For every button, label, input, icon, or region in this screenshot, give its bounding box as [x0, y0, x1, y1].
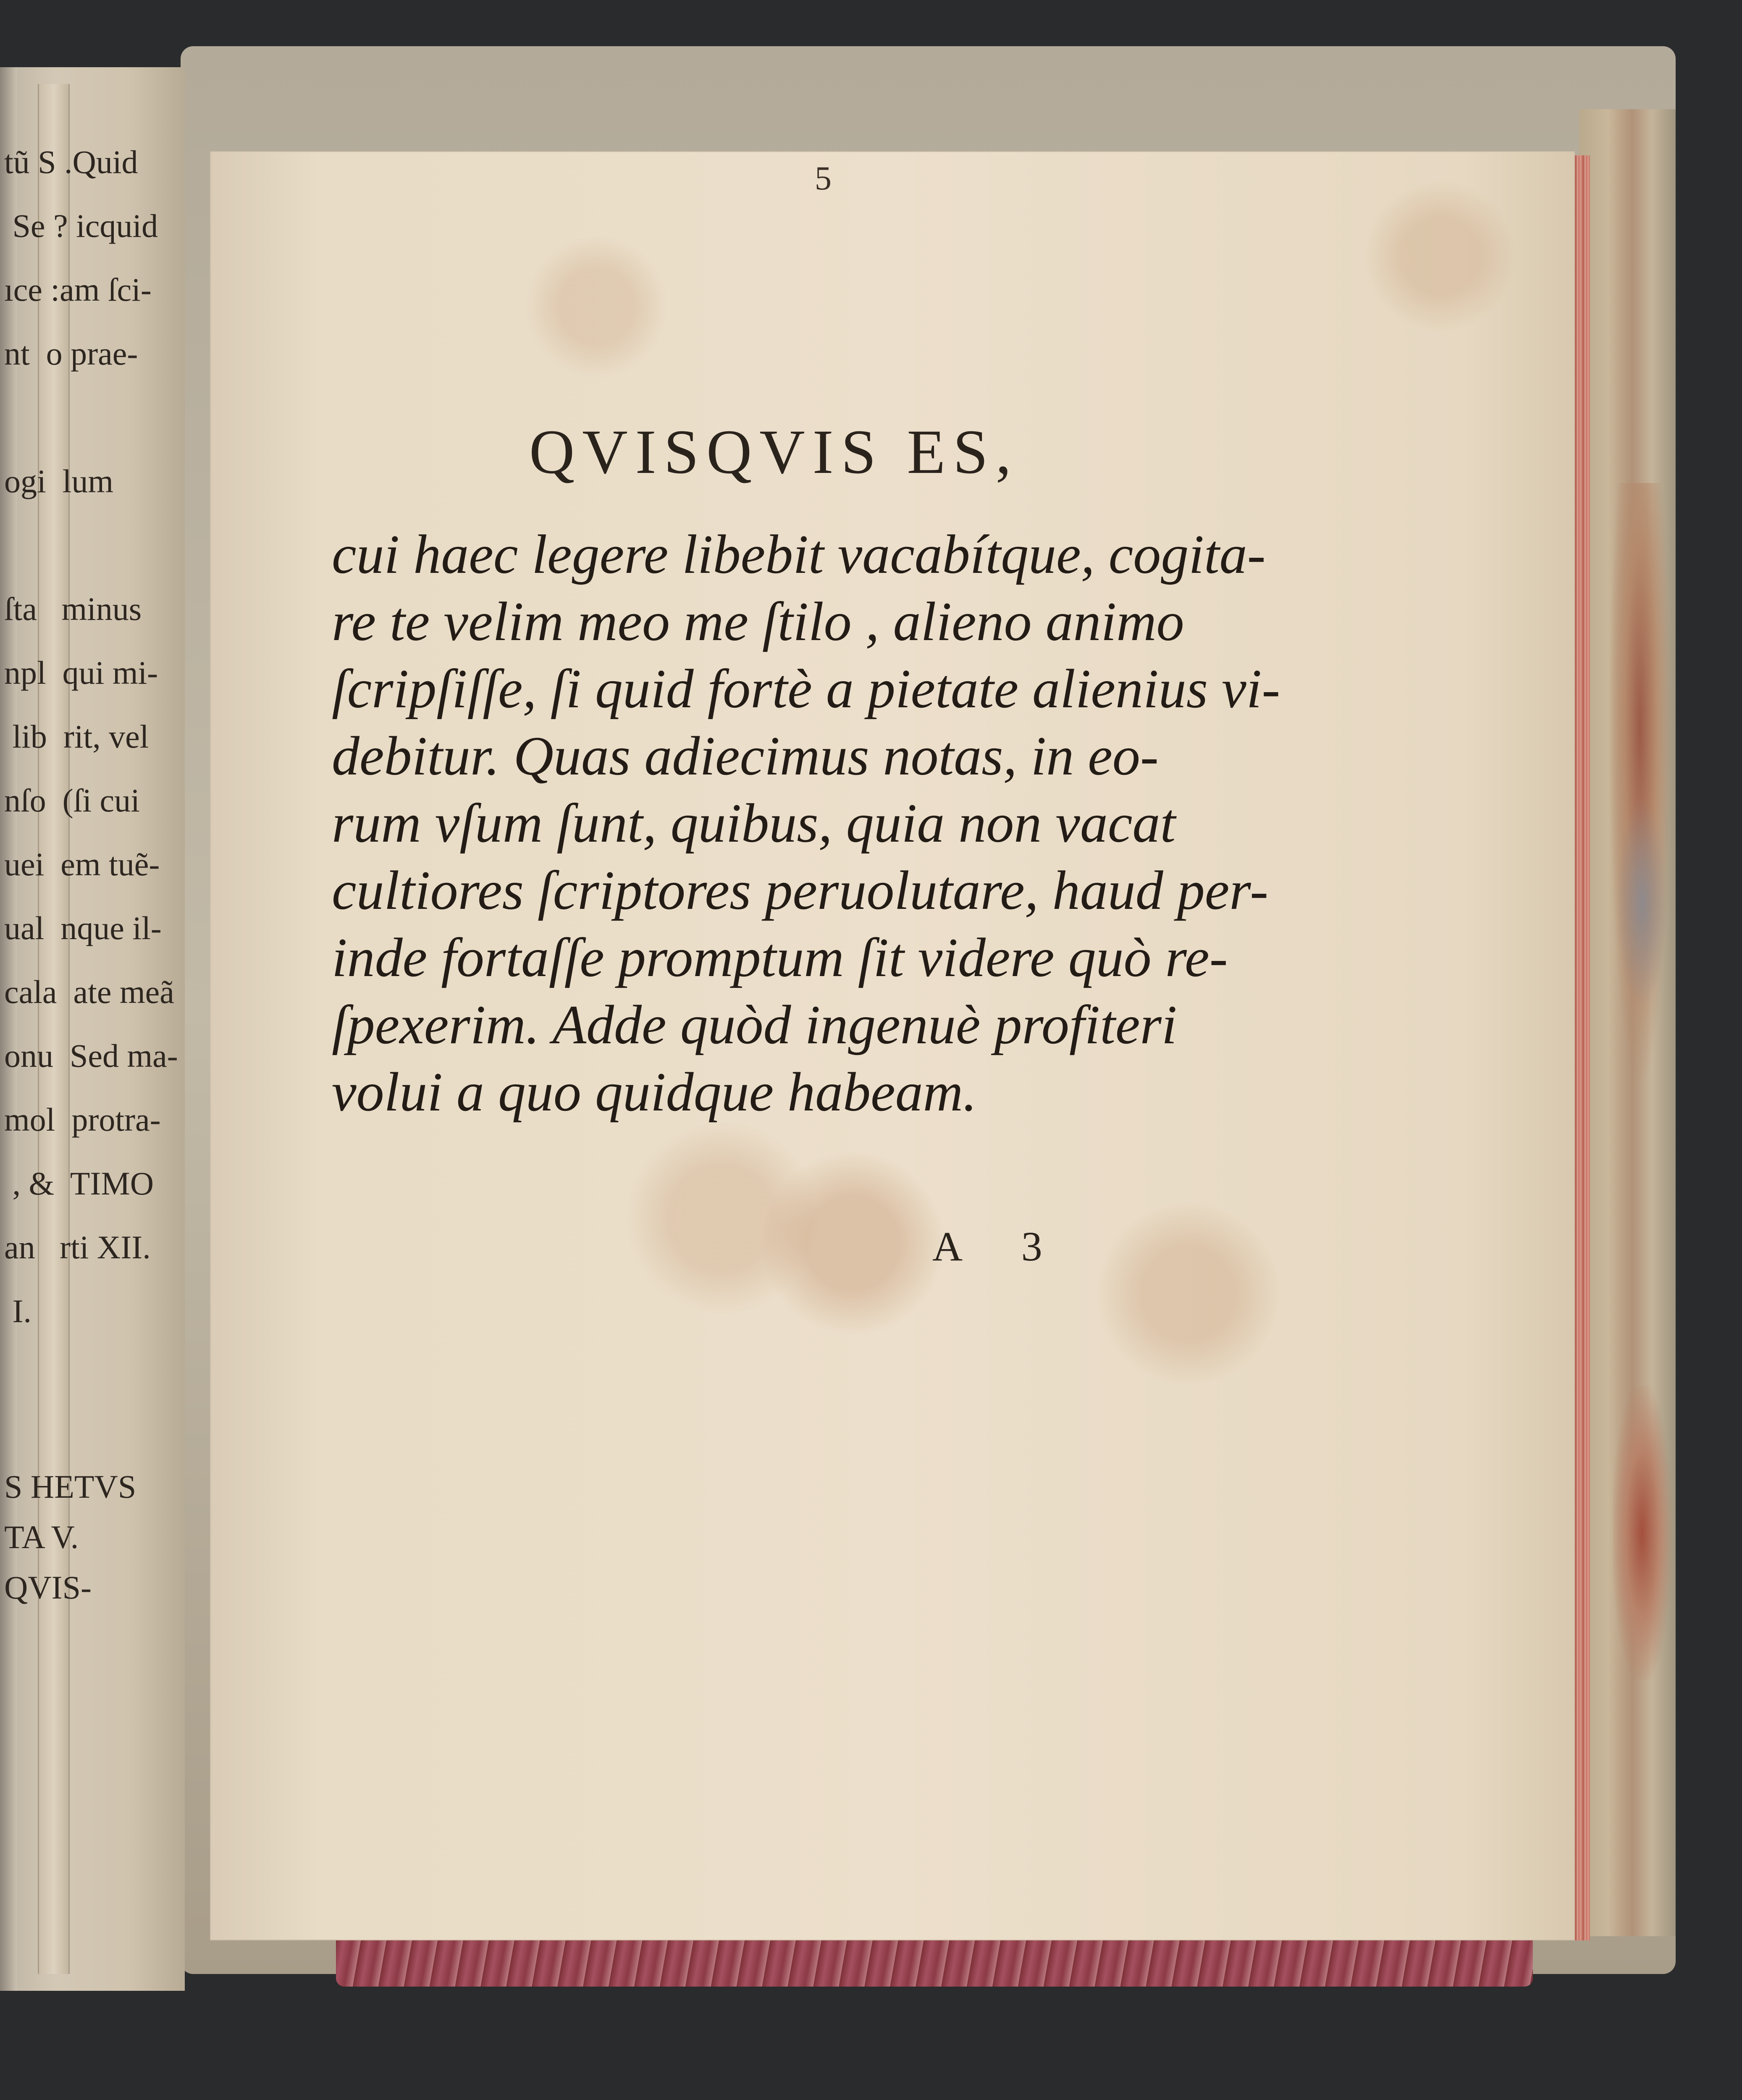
body-line: debitur. Quas adiecimus notas, in eo- — [332, 725, 1159, 787]
body-line: ſcripſiſſe, ſi quid fortè a pietate alienius vi- — [332, 658, 1280, 719]
body-text — [332, 521, 1340, 1126]
previous-page-line: an rti XII. — [4, 1229, 151, 1265]
body-line: re te velim meo me ſtilo , alieno animo — [332, 591, 1184, 652]
previous-page-line: QVIS- — [4, 1569, 92, 1606]
marbled-paper-patch — [1617, 798, 1667, 1008]
previous-page-line: nt o prae- — [4, 335, 138, 372]
previous-page-line: ual nque il- — [4, 910, 162, 946]
previous-page-bottom-text — [4, 1462, 181, 1613]
previous-page-line: lib rit, vel — [4, 718, 149, 755]
previous-page-line: Se ? icquid — [4, 207, 158, 244]
previous-page-line — [4, 513, 181, 577]
page-heading: QVISQVIS ES, — [529, 417, 1019, 487]
page-number: 5 — [815, 160, 832, 197]
body-line: cultiores ſcriptores peruolutare, haud per- — [332, 859, 1269, 921]
previous-page-line: onu Sed ma- — [4, 1037, 178, 1074]
previous-page-text — [4, 130, 181, 1343]
body-line: ſpexerim. Adde quòd ingenuè profiteri — [332, 994, 1177, 1055]
previous-page-line: TA V. — [4, 1519, 79, 1555]
body-line: cui haec legere libebit vacabítque, cogita- — [332, 523, 1266, 585]
red-bottom-edge — [336, 1936, 1533, 1987]
body-line: rum vſum ſunt, quibus, quia non vacat — [332, 792, 1176, 854]
previous-page-line: S HETVS — [4, 1468, 136, 1505]
marbled-paper-patch — [1613, 1386, 1671, 1680]
previous-page-line: ogi lum — [4, 463, 114, 499]
previous-page-line: cala ate meã — [4, 974, 174, 1010]
body-line: volui a quo quidque habeam. — [332, 1061, 977, 1123]
previous-page-line: I. — [4, 1293, 31, 1329]
previous-page-line: uei em tuẽ- — [4, 846, 160, 882]
previous-page — [0, 67, 185, 1991]
previous-page-line: mol protra- — [4, 1101, 161, 1138]
main-page — [210, 151, 1575, 1940]
body-line: inde fortaſſe promptum ſit videre quò re- — [332, 927, 1228, 988]
previous-page-line — [4, 386, 181, 449]
signature-mark: A 3 — [932, 1223, 1068, 1270]
previous-page-line: nſo (ſi cui — [4, 782, 140, 819]
previous-page-line: ıce :am ſci- — [4, 271, 152, 308]
previous-page-line: tũ S .Quid — [4, 144, 138, 180]
previous-page-line: npl qui mi- — [4, 654, 158, 691]
previous-page-line: , & TIMO — [4, 1165, 154, 1202]
previous-page-line: ſta minus — [4, 591, 142, 627]
